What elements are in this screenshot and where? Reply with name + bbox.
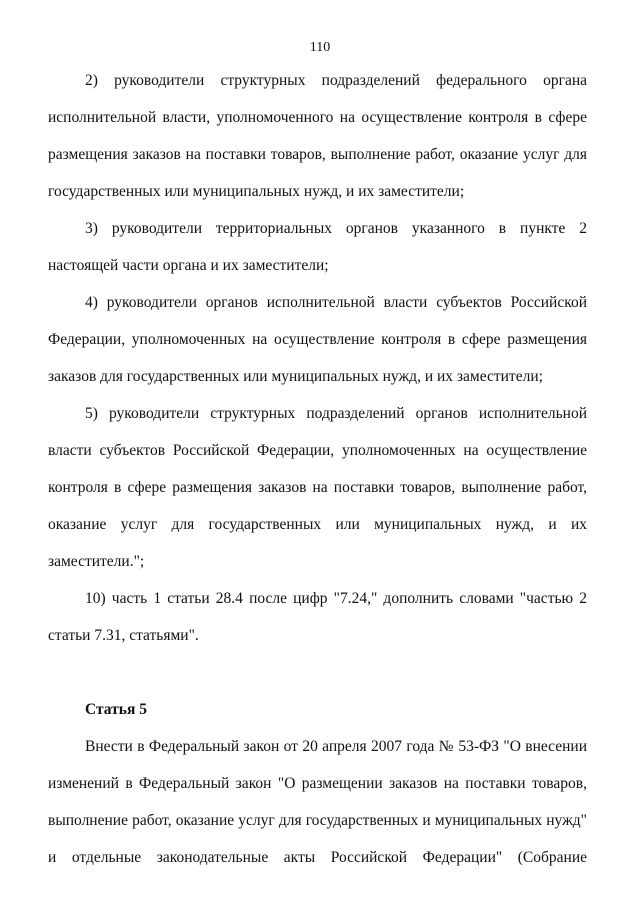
page-number: 110	[309, 40, 331, 55]
article-heading: Статья 5	[85, 701, 147, 718]
amendment-item-10: 10) часть 1 статьи 28.4 после цифр "7.24," дополнить словами "частью 2 статьи 7.31, статьями".	[48, 590, 587, 644]
article-text: Внести в Федеральный закон от 20 апреля 2007 года № 53-ФЗ "О внесении изменений в Федеральный закон "О размещении заказов на поставки товаров, выполнение работ, оказание услуг для государственных и муниципальных нужд" и отдельные законодательные акты Российской Федерации" (Собрание	[48, 738, 587, 866]
list-item-5: 5) руководители структурных подразделений органов исполнительной власти субъектов Российской Федерации, уполномоченных на осуществление контроля в сфере размещения заказов на поставки товаров, выполнение работ, оказание услуг для государственных или муниципальных нужд, и их заместители.";	[48, 405, 587, 570]
list-item-3: 3) руководители территориальных органов указанного в пункте 2 настоящей части органа и их заместители;	[48, 220, 587, 274]
document-body	[48, 62, 587, 876]
list-item-2: 2) руководители структурных подразделений федерального органа исполнительной власти, уполномоченного на осуществление контроля в сфере размещения заказов на поставки товаров, выполнение работ, оказание услуг для государственных или муниципальных нужд, и их заместители;	[48, 72, 587, 200]
list-item-4: 4) руководители органов исполнительной власти субъектов Российской Федерации, уполномоченных на осуществление контроля в сфере размещения заказов для государственных или муниципальных нужд, и их заместители;	[48, 294, 587, 385]
